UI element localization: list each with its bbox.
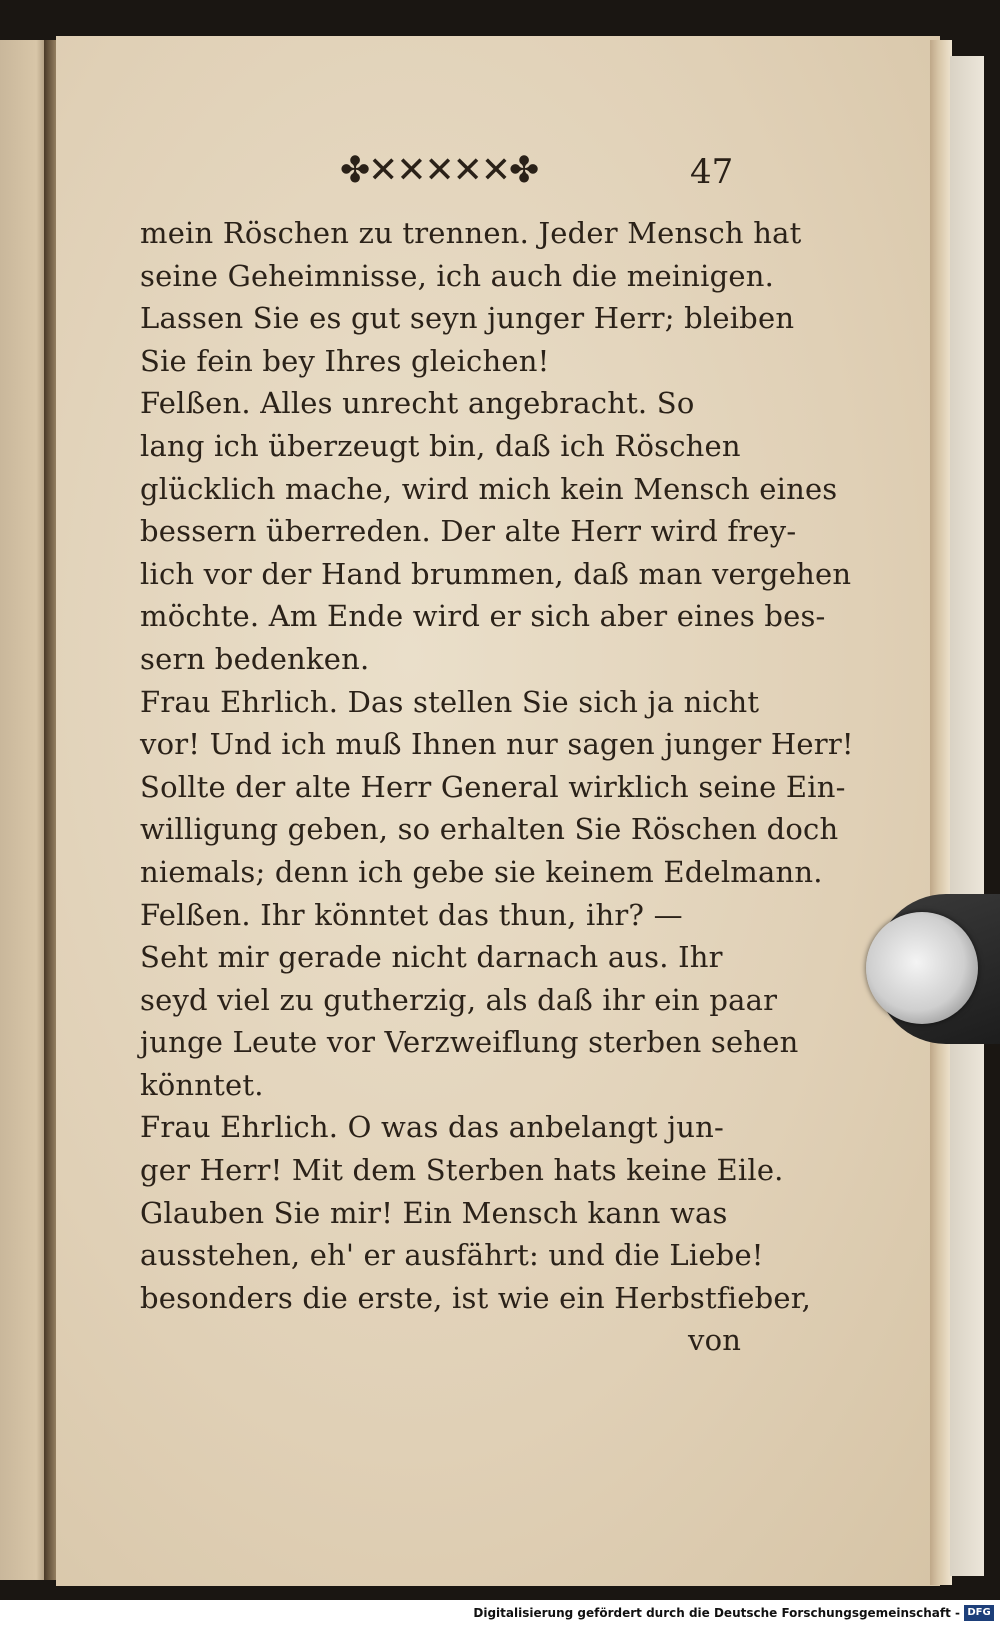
- text-line: niemals; denn ich gebe sie keinem Edelmann.: [140, 854, 823, 889]
- page-edge: [930, 40, 952, 1585]
- text-line: sern bedenken.: [140, 641, 370, 676]
- text-line: glücklich mache, wird mich kein Mensch eines: [140, 471, 838, 506]
- funding-credit: Digitalisierung gefördert durch die Deutsche Forschungsgemeinschaft -: [473, 1606, 960, 1620]
- text-line: möchte. Am Ende wird er sich aber eines bes-: [140, 599, 826, 634]
- text-line: lich vor der Hand brummen, daß man vergehen: [140, 556, 852, 591]
- text-line: mein Röschen zu trennen. Jeder Mensch hat: [140, 216, 802, 250]
- text-line: seyd viel zu gutherzig, als daß ihr ein paar: [140, 982, 778, 1017]
- text-line: besonders die erste, ist wie ein Herbstfieber,: [140, 1280, 812, 1315]
- text-line: willigung geben, so erhalten Sie Röschen doch: [140, 812, 839, 847]
- text-line: Felßen. Alles unrecht angebracht. So: [140, 386, 695, 421]
- text-line: Felßen. Ihr könntet das thun, ihr? —: [140, 897, 683, 932]
- text-line: vor! Und ich muß Ihnen nur sagen junger Herr!: [140, 727, 854, 762]
- text-line: ger Herr! Mit dem Sterben hats keine Eile.: [140, 1153, 784, 1188]
- text-line: Lassen Sie es gut seyn junger Herr; bleiben: [140, 301, 795, 336]
- page-number: 47: [690, 152, 734, 192]
- text-line: bessern überreden. Der alte Herr wird frey-: [140, 514, 797, 549]
- clip-ring: [866, 912, 978, 1024]
- header-ornament: ✤✕✕✕✕✕✤: [340, 150, 538, 191]
- text-line: Glauben Sie mir! Ein Mensch kann was: [140, 1195, 728, 1230]
- text-line: Sie fein bey Ihres gleichen!: [140, 343, 550, 378]
- text-line: von: [688, 1323, 742, 1358]
- text-line: Sollte der alte Herr General wirklich seine Ein-: [140, 769, 846, 804]
- text-line: Frau Ehrlich. Das stellen Sie sich ja nicht: [140, 684, 760, 719]
- text-line: lang ich überzeugt bin, daß ich Röschen: [140, 428, 741, 463]
- footer-bar: [0, 1600, 1000, 1627]
- text-line: ausstehen, eh' er ausfährt: und die Liebe!: [140, 1238, 764, 1273]
- text-line: Seht mir gerade nicht darnach aus. Ihr: [140, 940, 723, 975]
- page-stack-edge: [950, 56, 984, 1576]
- page-text: [140, 212, 854, 1362]
- text-line: Frau Ehrlich. O was das anbelangt jun-: [140, 1110, 725, 1145]
- text-line: seine Geheimnisse, ich auch die meinigen.: [140, 258, 775, 293]
- text-line: junge Leute vor Verzweiflung sterben sehen: [140, 1025, 799, 1060]
- dfg-logo: DFG: [964, 1605, 994, 1621]
- text-line: könntet.: [140, 1067, 264, 1102]
- page-holder-clip: [866, 894, 1000, 1044]
